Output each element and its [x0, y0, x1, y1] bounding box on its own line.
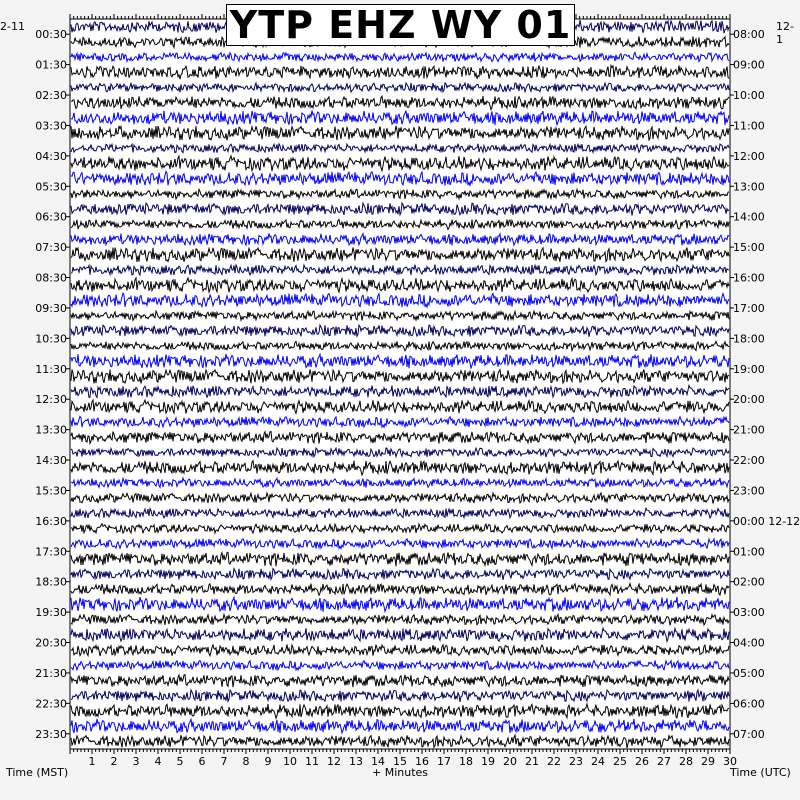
left-tick-label: 22:30: [35, 697, 67, 711]
right-tick-label: 00:00 12-12: [733, 514, 800, 528]
left-tick-label: 00:30: [35, 28, 67, 42]
right-tick-label: 15:00: [733, 241, 765, 255]
x-tick-label: 16: [415, 755, 429, 768]
x-tick-label: 22: [547, 755, 561, 768]
left-tick-label: 10:30: [35, 332, 67, 346]
start-date-right: 12-1: [776, 20, 794, 46]
x-tick-label: 3: [132, 755, 140, 768]
x-tick-label: 30: [723, 755, 737, 768]
x-tick-label: 25: [613, 755, 627, 768]
x-tick-label: 11: [305, 755, 319, 768]
right-tick-label: 14:00: [733, 210, 765, 224]
start-date-left: 2-11: [0, 20, 25, 33]
left-tick-label: 12:30: [35, 393, 67, 407]
left-tick-label: 23:30: [35, 727, 67, 741]
left-tick-label: 17:30: [35, 545, 67, 559]
x-tick-label: 15: [393, 755, 407, 768]
right-tick-label: 20:00: [733, 393, 765, 407]
x-tick-label: 19: [481, 755, 495, 768]
x-tick-label: 23: [569, 755, 583, 768]
right-tick-label: 01:00: [733, 545, 765, 559]
left-tick-label: 16:30: [35, 514, 67, 528]
right-tick-label: 18:00: [733, 332, 765, 346]
left-tick-label: 20:30: [35, 636, 67, 650]
x-tick-label: 14: [371, 755, 385, 768]
left-tick-label: 18:30: [35, 575, 67, 589]
chart-title: YTP EHZ WY 01: [229, 3, 572, 47]
left-tick-label: 19:30: [35, 606, 67, 620]
right-tick-label: 07:00: [733, 727, 765, 741]
chart-title-box: [226, 4, 575, 46]
left-tick-label: 09:30: [35, 301, 67, 315]
x-tick-label: 28: [679, 755, 693, 768]
right-tick-label: 08:00: [733, 28, 765, 42]
right-tick-label: 09:00: [733, 58, 765, 72]
x-tick-label: 5: [176, 755, 184, 768]
left-tick-label: 06:30: [35, 210, 67, 224]
right-tick-label: 04:00: [733, 636, 765, 650]
right-tick-label: 16:00: [733, 271, 765, 285]
x-tick-label: 4: [154, 755, 162, 768]
left-tick-label: 01:30: [35, 58, 67, 72]
right-tick-label: 19:00: [733, 362, 765, 376]
right-tick-label: 03:00: [733, 606, 765, 620]
x-tick-label: 27: [657, 755, 671, 768]
x-tick-label: 9: [264, 755, 272, 768]
x-tick-label: 24: [591, 755, 605, 768]
right-tick-label: 21:00: [733, 423, 765, 437]
x-tick-label: 7: [220, 755, 228, 768]
left-tick-label: 08:30: [35, 271, 67, 285]
x-tick-label: 29: [701, 755, 715, 768]
x-tick-label: 12: [327, 755, 341, 768]
right-tick-label: 23:00: [733, 484, 765, 498]
left-tick-label: 13:30: [35, 423, 67, 437]
right-tick-label: 22:00: [733, 454, 765, 468]
left-tick-label: 03:30: [35, 119, 67, 133]
x-tick-label: 10: [283, 755, 297, 768]
x-tick-label: 2: [110, 755, 118, 768]
right-tick-label: 06:00: [733, 697, 765, 711]
right-tick-label: 05:00: [733, 666, 765, 680]
x-tick-label: 18: [459, 755, 473, 768]
left-tick-label: 14:30: [35, 454, 67, 468]
right-tick-label: 17:00: [733, 301, 765, 315]
x-tick-label: 20: [503, 755, 517, 768]
x-axis-title: + Minutes: [372, 766, 429, 779]
left-tick-label: 21:30: [35, 666, 67, 680]
x-tick-label: 13: [349, 755, 363, 768]
left-tick-label: 11:30: [35, 362, 67, 376]
x-tick-label: 26: [635, 755, 649, 768]
right-tick-label: 13:00: [733, 180, 765, 194]
right-tick-label: 11:00: [733, 119, 765, 133]
left-tick-label: 04:30: [35, 149, 67, 163]
right-tick-label: 12:00: [733, 149, 765, 163]
left-tick-label: 05:30: [35, 180, 67, 194]
left-tick-label: 15:30: [35, 484, 67, 498]
x-tick-label: 6: [198, 755, 206, 768]
x-tick-label: 1: [88, 755, 96, 768]
left-tick-label: 07:30: [35, 241, 67, 255]
x-tick-label: 8: [242, 755, 250, 768]
left-tick-label: 02:30: [35, 89, 67, 103]
left-axis-title: Time (MST): [6, 766, 69, 779]
x-tick-label: 21: [525, 755, 539, 768]
x-tick-label: 17: [437, 755, 451, 768]
right-tick-label: 10:00: [733, 89, 765, 103]
right-tick-label: 02:00: [733, 575, 765, 589]
right-axis-title: Time (UTC): [730, 766, 791, 779]
